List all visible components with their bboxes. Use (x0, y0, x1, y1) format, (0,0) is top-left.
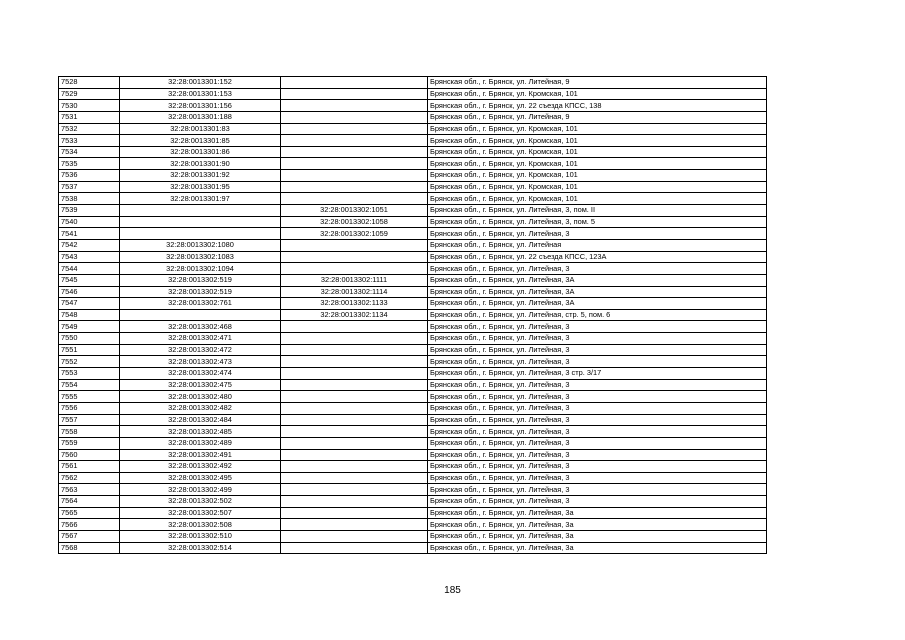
table-row (59, 146, 767, 158)
table-row (59, 263, 767, 275)
row-number-cell: 7568 (59, 542, 120, 554)
address-cell: Брянская обл., г. Брянск, ул. Кромская, 101 (428, 181, 767, 193)
table-row (59, 193, 767, 205)
related-cadastral-number-cell (281, 111, 428, 123)
related-cadastral-number-cell (281, 77, 428, 89)
table-row (59, 519, 767, 531)
address-cell: Брянская обл., г. Брянск, ул. Литейная, 3 (428, 496, 767, 508)
address-cell: Брянская обл., г. Брянск, ул. Литейная, 3 (428, 437, 767, 449)
related-cadastral-number-cell: 32:28:0013302:1058 (281, 216, 428, 228)
related-cadastral-number-cell (281, 507, 428, 519)
row-number-cell: 7553 (59, 368, 120, 380)
cadastral-number-cell: 32:28:0013301:83 (120, 123, 281, 135)
row-number-cell: 7554 (59, 379, 120, 391)
related-cadastral-number-cell (281, 333, 428, 345)
row-number-cell: 7561 (59, 461, 120, 473)
related-cadastral-number-cell: 32:28:0013302:1133 (281, 298, 428, 310)
row-number-cell: 7535 (59, 158, 120, 170)
address-cell: Брянская обл., г. Брянск, ул. Литейная, 3 (428, 449, 767, 461)
related-cadastral-number-cell (281, 158, 428, 170)
address-cell: Брянская обл., г. Брянск, ул. Литейная, 3а (428, 530, 767, 542)
related-cadastral-number-cell (281, 449, 428, 461)
address-cell: Брянская обл., г. Брянск, ул. Литейная, 3а (428, 519, 767, 531)
cadastral-number-cell: 32:28:0013302:492 (120, 461, 281, 473)
related-cadastral-number-cell (281, 170, 428, 182)
cadastral-number-cell: 32:28:0013301:153 (120, 88, 281, 100)
table-row (59, 286, 767, 298)
table-row (59, 449, 767, 461)
row-number-cell: 7567 (59, 530, 120, 542)
table-row (59, 496, 767, 508)
cadastral-number-cell: 32:28:0013302:510 (120, 530, 281, 542)
address-cell: Брянская обл., г. Брянск, ул. Литейная, 9 (428, 77, 767, 89)
table-row (59, 461, 767, 473)
table-row (59, 158, 767, 170)
related-cadastral-number-cell (281, 100, 428, 112)
related-cadastral-number-cell (281, 426, 428, 438)
related-cadastral-number-cell (281, 146, 428, 158)
related-cadastral-number-cell (281, 251, 428, 263)
table-row (59, 205, 767, 217)
related-cadastral-number-cell (281, 484, 428, 496)
cadastral-number-cell: 32:28:0013302:473 (120, 356, 281, 368)
cadastral-number-cell: 32:28:0013302:1080 (120, 239, 281, 251)
address-cell: Брянская обл., г. Брянск, ул. Литейная, 3 (428, 356, 767, 368)
cadastral-number-cell: 32:28:0013302:761 (120, 298, 281, 310)
cadastral-number-cell: 32:28:0013301:86 (120, 146, 281, 158)
address-cell: Брянская обл., г. Брянск, ул. Литейная, 3 (428, 426, 767, 438)
table-row (59, 530, 767, 542)
related-cadastral-number-cell (281, 88, 428, 100)
cadastral-number-cell: 32:28:0013301:85 (120, 135, 281, 147)
address-cell: Брянская обл., г. Брянск, ул. Литейная, 3 (428, 333, 767, 345)
row-number-cell: 7533 (59, 135, 120, 147)
related-cadastral-number-cell: 32:28:0013302:1051 (281, 205, 428, 217)
row-number-cell: 7529 (59, 88, 120, 100)
related-cadastral-number-cell (281, 181, 428, 193)
related-cadastral-number-cell (281, 472, 428, 484)
cadastral-number-cell: 32:28:0013302:468 (120, 321, 281, 333)
cadastral-number-cell: 32:28:0013301:152 (120, 77, 281, 89)
related-cadastral-number-cell: 32:28:0013302:1114 (281, 286, 428, 298)
cadastral-number-cell: 32:28:0013302:502 (120, 496, 281, 508)
cadastral-number-cell: 32:28:0013302:485 (120, 426, 281, 438)
cadastral-number-cell: 32:28:0013301:97 (120, 193, 281, 205)
row-number-cell: 7566 (59, 519, 120, 531)
cadastral-table (58, 76, 767, 554)
row-number-cell: 7564 (59, 496, 120, 508)
cadastral-number-cell: 32:28:0013301:188 (120, 111, 281, 123)
row-number-cell: 7548 (59, 309, 120, 321)
cadastral-number-cell: 32:28:0013302:471 (120, 333, 281, 345)
table-row (59, 228, 767, 240)
address-cell: Брянская обл., г. Брянск, ул. Кромская, 101 (428, 193, 767, 205)
address-cell: Брянская обл., г. Брянск, ул. Литейная (428, 239, 767, 251)
related-cadastral-number-cell (281, 496, 428, 508)
related-cadastral-number-cell (281, 239, 428, 251)
cadastral-number-cell: 32:28:0013302:482 (120, 402, 281, 414)
row-number-cell: 7550 (59, 333, 120, 345)
address-cell: Брянская обл., г. Брянск, ул. Литейная, 3, пом. 5 (428, 216, 767, 228)
table-row (59, 170, 767, 182)
cadastral-number-cell (120, 309, 281, 321)
cadastral-number-cell: 32:28:0013302:489 (120, 437, 281, 449)
related-cadastral-number-cell (281, 135, 428, 147)
address-cell: Брянская обл., г. Брянск, ул. Литейная, 3 (428, 379, 767, 391)
row-number-cell: 7563 (59, 484, 120, 496)
address-cell: Брянская обл., г. Брянск, ул. 22 съезда КПСС, 138 (428, 100, 767, 112)
table-row (59, 391, 767, 403)
row-number-cell: 7556 (59, 402, 120, 414)
address-cell: Брянская обл., г. Брянск, ул. Литейная, 9 (428, 111, 767, 123)
address-cell: Брянская обл., г. Брянск, ул. Литейная, 3а (428, 507, 767, 519)
table-row (59, 135, 767, 147)
address-cell: Брянская обл., г. Брянск, ул. Литейная, 3а (428, 542, 767, 554)
cadastral-number-cell: 32:28:0013302:484 (120, 414, 281, 426)
address-cell: Брянская обл., г. Брянск, ул. Литейная, 3 (428, 472, 767, 484)
row-number-cell: 7559 (59, 437, 120, 449)
address-cell: Брянская обл., г. Брянск, ул. Литейная, 3А (428, 286, 767, 298)
related-cadastral-number-cell (281, 263, 428, 275)
table-row (59, 274, 767, 286)
address-cell: Брянская обл., г. Брянск, ул. Кромская, 101 (428, 135, 767, 147)
address-cell: Брянская обл., г. Брянск, ул. Литейная, 3 (428, 344, 767, 356)
table-row (59, 402, 767, 414)
related-cadastral-number-cell (281, 368, 428, 380)
related-cadastral-number-cell (281, 193, 428, 205)
related-cadastral-number-cell (281, 391, 428, 403)
related-cadastral-number-cell (281, 321, 428, 333)
address-cell: Брянская обл., г. Брянск, ул. 22 съезда КПСС, 123А (428, 251, 767, 263)
cadastral-number-cell: 32:28:0013302:519 (120, 274, 281, 286)
table-row (59, 379, 767, 391)
row-number-cell: 7557 (59, 414, 120, 426)
table-body (59, 77, 767, 554)
address-cell: Брянская обл., г. Брянск, ул. Литейная, 3 (428, 321, 767, 333)
address-cell: Брянская обл., г. Брянск, ул. Литейная, 3 (428, 228, 767, 240)
related-cadastral-number-cell (281, 542, 428, 554)
cadastral-number-cell: 32:28:0013302:514 (120, 542, 281, 554)
related-cadastral-number-cell (281, 356, 428, 368)
table-row (59, 251, 767, 263)
related-cadastral-number-cell (281, 123, 428, 135)
related-cadastral-number-cell (281, 437, 428, 449)
address-cell: Брянская обл., г. Брянск, ул. Литейная, 3А (428, 274, 767, 286)
address-cell: Брянская обл., г. Брянск, ул. Литейная, 3 (428, 414, 767, 426)
table-row (59, 542, 767, 554)
row-number-cell: 7547 (59, 298, 120, 310)
cadastral-number-cell: 32:28:0013301:92 (120, 170, 281, 182)
related-cadastral-number-cell (281, 344, 428, 356)
cadastral-number-cell (120, 228, 281, 240)
cadastral-number-cell: 32:28:0013301:95 (120, 181, 281, 193)
row-number-cell: 7531 (59, 111, 120, 123)
table-row (59, 437, 767, 449)
row-number-cell: 7555 (59, 391, 120, 403)
address-cell: Брянская обл., г. Брянск, ул. Кромская, 101 (428, 158, 767, 170)
related-cadastral-number-cell (281, 379, 428, 391)
row-number-cell: 7540 (59, 216, 120, 228)
cadastral-number-cell: 32:28:0013302:472 (120, 344, 281, 356)
table-row (59, 321, 767, 333)
row-number-cell: 7541 (59, 228, 120, 240)
related-cadastral-number-cell (281, 519, 428, 531)
table-row (59, 123, 767, 135)
cadastral-number-cell: 32:28:0013301:156 (120, 100, 281, 112)
cadastral-number-cell: 32:28:0013302:507 (120, 507, 281, 519)
table-row (59, 484, 767, 496)
related-cadastral-number-cell (281, 414, 428, 426)
related-cadastral-number-cell: 32:28:0013302:1059 (281, 228, 428, 240)
row-number-cell: 7528 (59, 77, 120, 89)
cadastral-number-cell (120, 205, 281, 217)
table-row (59, 309, 767, 321)
table-row (59, 100, 767, 112)
related-cadastral-number-cell: 32:28:0013302:1134 (281, 309, 428, 321)
related-cadastral-number-cell (281, 402, 428, 414)
cadastral-number-cell (120, 216, 281, 228)
row-number-cell: 7532 (59, 123, 120, 135)
row-number-cell: 7562 (59, 472, 120, 484)
address-cell: Брянская обл., г. Брянск, ул. Литейная, 3 стр. 3/17 (428, 368, 767, 380)
table-row (59, 356, 767, 368)
row-number-cell: 7543 (59, 251, 120, 263)
row-number-cell: 7537 (59, 181, 120, 193)
cadastral-number-cell: 32:28:0013302:1094 (120, 263, 281, 275)
address-cell: Брянская обл., г. Брянск, ул. Кромская, 101 (428, 170, 767, 182)
cadastral-number-cell: 32:28:0013302:495 (120, 472, 281, 484)
cadastral-number-cell: 32:28:0013302:475 (120, 379, 281, 391)
cadastral-number-cell: 32:28:0013302:480 (120, 391, 281, 403)
table-row (59, 426, 767, 438)
table-row (59, 239, 767, 251)
row-number-cell: 7534 (59, 146, 120, 158)
address-cell: Брянская обл., г. Брянск, ул. Литейная, 3 (428, 402, 767, 414)
address-cell: Брянская обл., г. Брянск, ул. Кромская, 101 (428, 88, 767, 100)
table-row (59, 333, 767, 345)
table-row (59, 368, 767, 380)
row-number-cell: 7545 (59, 274, 120, 286)
row-number-cell: 7546 (59, 286, 120, 298)
cadastral-number-cell: 32:28:0013301:90 (120, 158, 281, 170)
page-number: 185 (444, 585, 461, 596)
address-cell: Брянская обл., г. Брянск, ул. Литейная, стр. 5, пом. 6 (428, 309, 767, 321)
cadastral-number-cell: 32:28:0013302:1083 (120, 251, 281, 263)
table-row (59, 88, 767, 100)
cadastral-number-cell: 32:28:0013302:499 (120, 484, 281, 496)
address-cell: Брянская обл., г. Брянск, ул. Литейная, 3 (428, 461, 767, 473)
related-cadastral-number-cell (281, 461, 428, 473)
cadastral-number-cell: 32:28:0013302:474 (120, 368, 281, 380)
table-row (59, 77, 767, 89)
table-row (59, 507, 767, 519)
address-cell: Брянская обл., г. Брянск, ул. Литейная, 3, пом. II (428, 205, 767, 217)
table-row (59, 298, 767, 310)
row-number-cell: 7560 (59, 449, 120, 461)
row-number-cell: 7536 (59, 170, 120, 182)
address-cell: Брянская обл., г. Брянск, ул. Литейная, 3 (428, 484, 767, 496)
cadastral-number-cell: 32:28:0013302:491 (120, 449, 281, 461)
row-number-cell: 7542 (59, 239, 120, 251)
address-cell: Брянская обл., г. Брянск, ул. Кромская, 101 (428, 146, 767, 158)
address-cell: Брянская обл., г. Брянск, ул. Литейная, 3 (428, 263, 767, 275)
row-number-cell: 7551 (59, 344, 120, 356)
address-cell: Брянская обл., г. Брянск, ул. Литейная, 3 (428, 391, 767, 403)
table-row (59, 472, 767, 484)
address-cell: Брянская обл., г. Брянск, ул. Кромская, 101 (428, 123, 767, 135)
row-number-cell: 7549 (59, 321, 120, 333)
table-row (59, 181, 767, 193)
row-number-cell: 7544 (59, 263, 120, 275)
row-number-cell: 7538 (59, 193, 120, 205)
related-cadastral-number-cell: 32:28:0013302:1111 (281, 274, 428, 286)
row-number-cell: 7539 (59, 205, 120, 217)
table-row (59, 216, 767, 228)
related-cadastral-number-cell (281, 530, 428, 542)
address-cell: Брянская обл., г. Брянск, ул. Литейная, 3А (428, 298, 767, 310)
table-row (59, 414, 767, 426)
row-number-cell: 7558 (59, 426, 120, 438)
cadastral-number-cell: 32:28:0013302:519 (120, 286, 281, 298)
row-number-cell: 7565 (59, 507, 120, 519)
cadastral-number-cell: 32:28:0013302:508 (120, 519, 281, 531)
table-row (59, 344, 767, 356)
table-row (59, 111, 767, 123)
row-number-cell: 7530 (59, 100, 120, 112)
row-number-cell: 7552 (59, 356, 120, 368)
